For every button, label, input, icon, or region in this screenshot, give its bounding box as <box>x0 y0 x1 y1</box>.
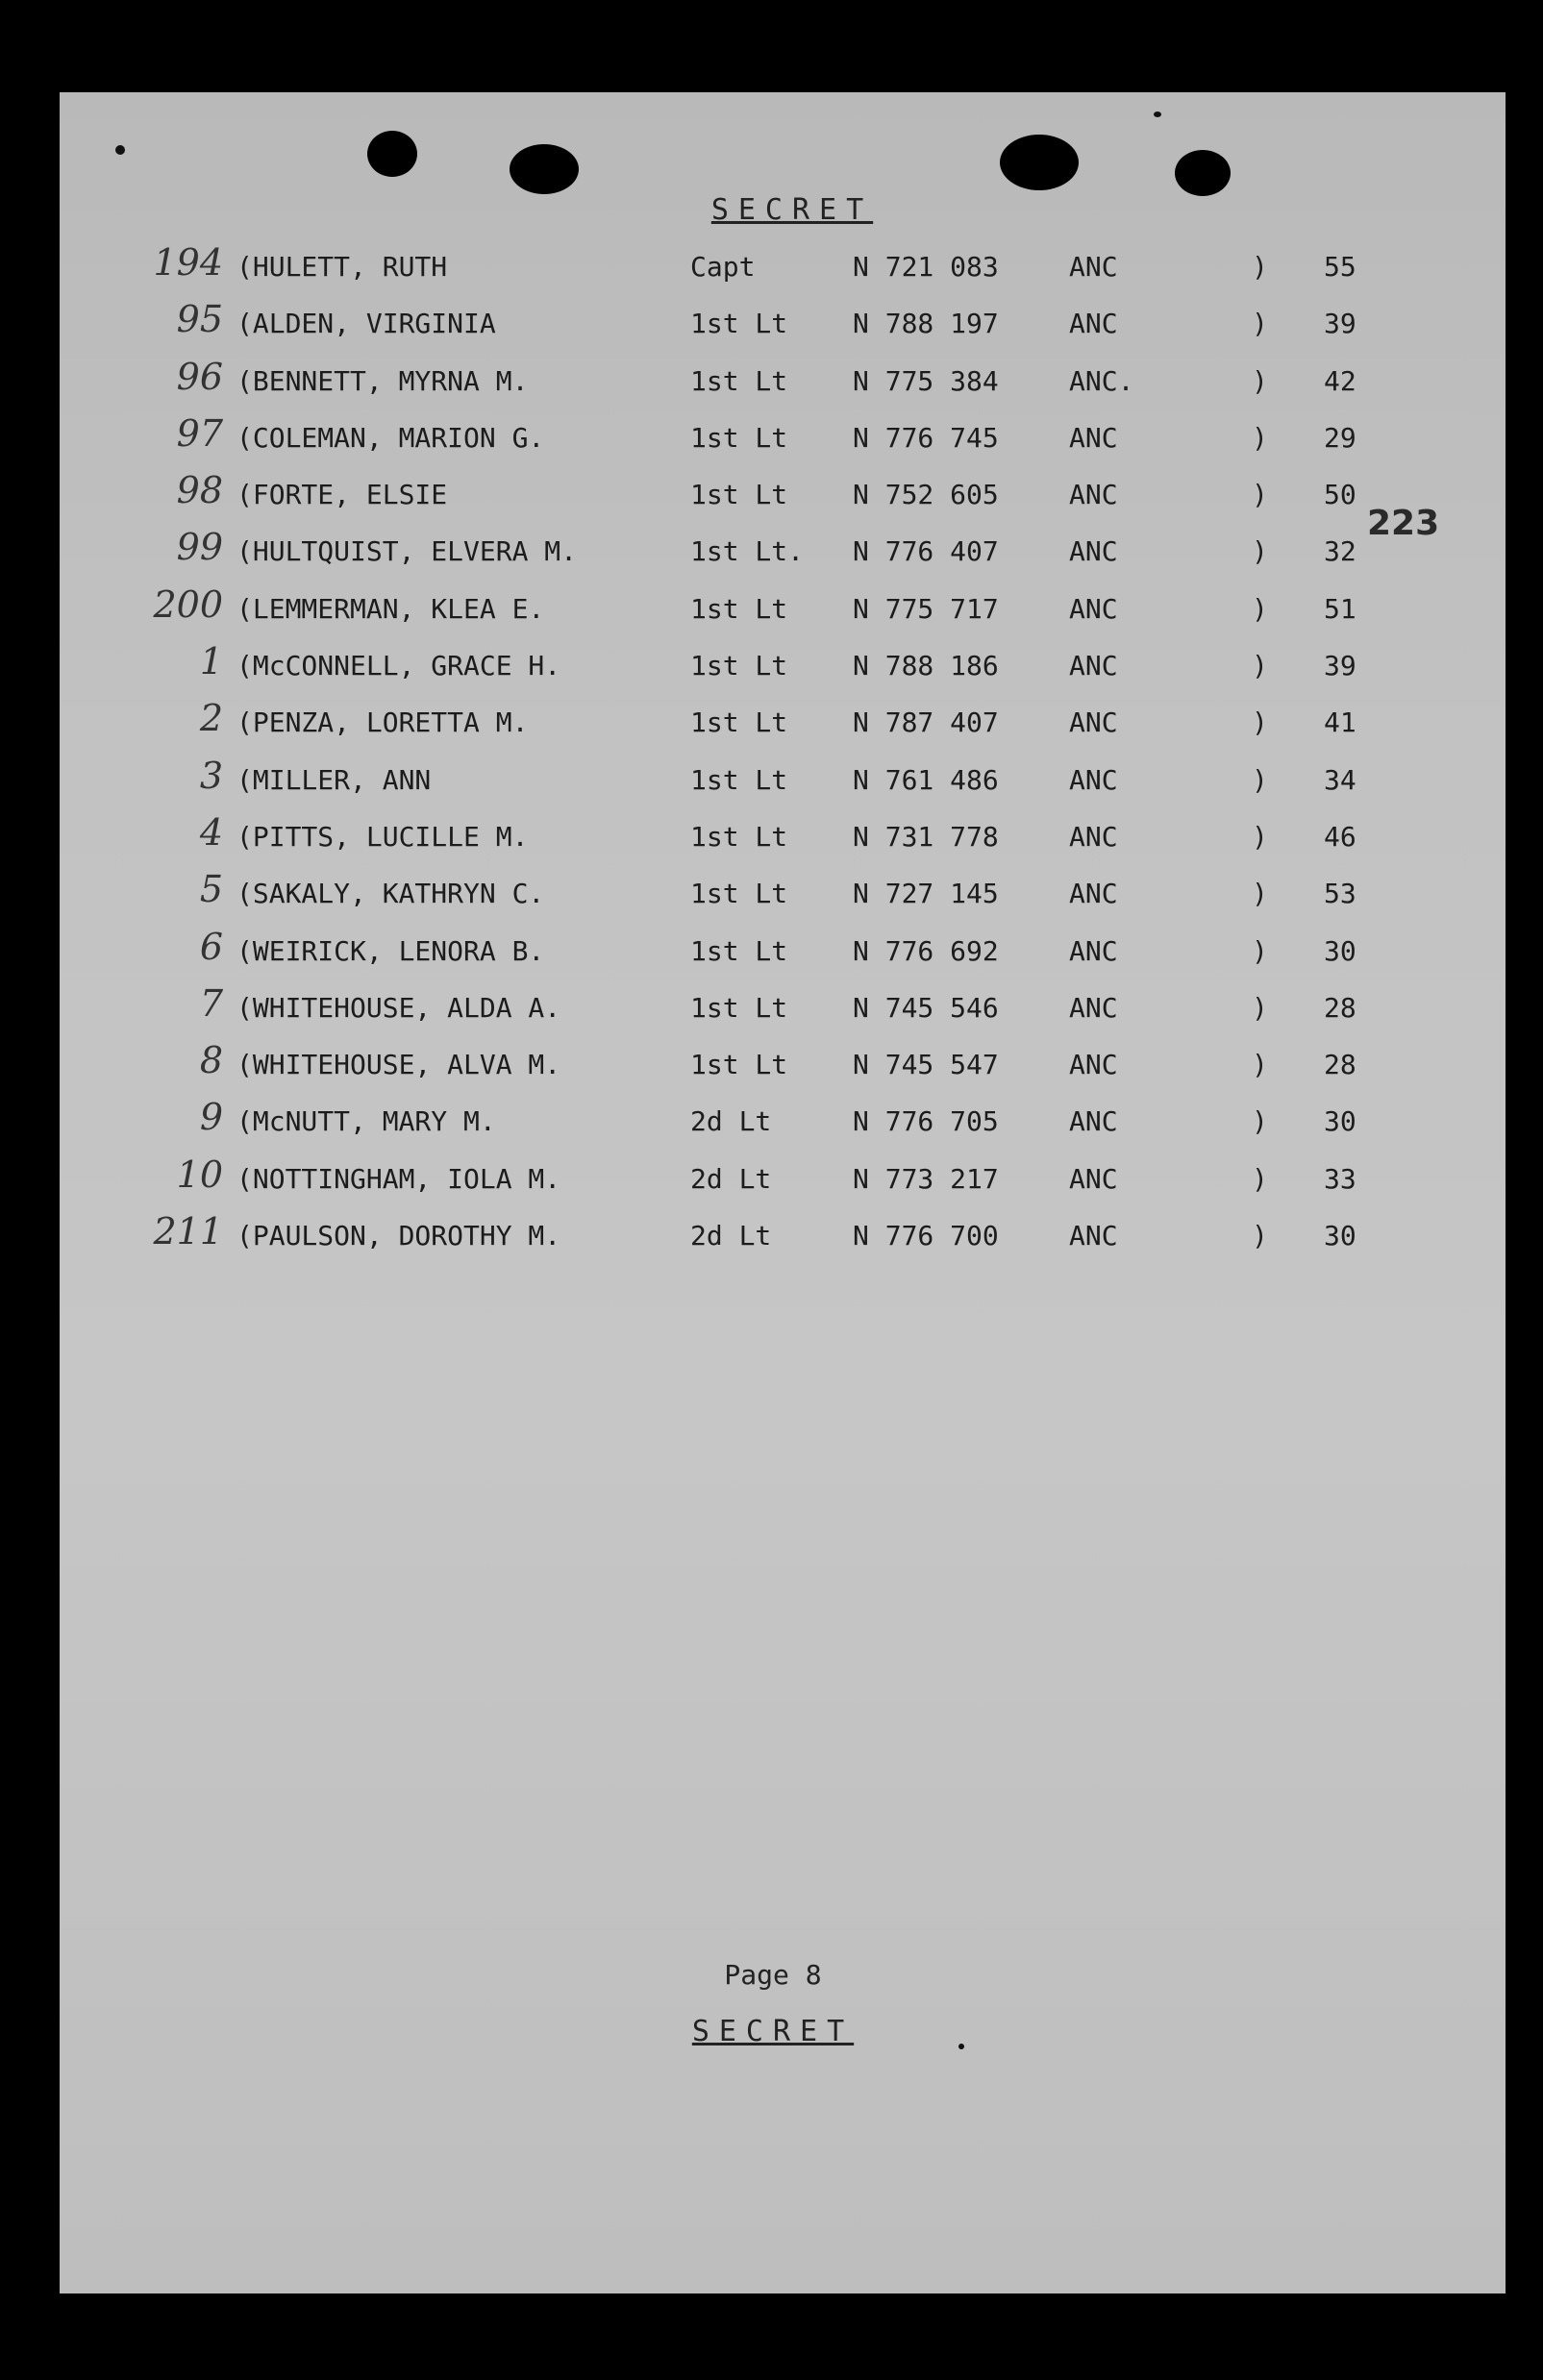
entry-number: 194 <box>153 241 223 284</box>
person-name: (PENZA, LORETTA M. <box>236 707 529 739</box>
person-name: (WEIRICK, LENORA B. <box>236 934 545 967</box>
entry-number: 97 <box>176 411 223 455</box>
table-row <box>60 411 1506 479</box>
table-row <box>60 469 1506 535</box>
branch: ANC. <box>1069 364 1134 397</box>
entry-number: 4 <box>199 810 223 854</box>
person-name: (COLEMAN, MARION G. <box>236 421 545 454</box>
classification-header: SECRET <box>710 193 874 227</box>
branch: ANC <box>1069 820 1118 853</box>
rank: 1st Lt <box>690 479 788 511</box>
entry-number: 96 <box>176 355 223 398</box>
page-number: Page 8 <box>724 1959 822 1991</box>
bracket: ) <box>1252 991 1268 1024</box>
value: 39 <box>1324 308 1356 340</box>
value: 46 <box>1324 820 1356 853</box>
serial-number: N 752 605 <box>853 479 999 511</box>
punch-hole <box>367 131 417 177</box>
rank: 1st Lt <box>690 421 788 454</box>
table-row <box>60 697 1506 763</box>
rank: 2d Lt <box>690 1105 772 1138</box>
table-row <box>60 355 1506 422</box>
value: 28 <box>1324 991 1356 1024</box>
bracket: ) <box>1252 535 1268 568</box>
branch: ANC <box>1069 421 1118 454</box>
person-name: (PAULSON, DOROTHY M. <box>236 1220 561 1252</box>
table-row <box>60 298 1506 364</box>
entry-number: 6 <box>199 925 223 968</box>
bracket: ) <box>1252 820 1268 853</box>
bracket: ) <box>1252 878 1268 910</box>
bracket: ) <box>1252 707 1268 739</box>
entry-number: 1 <box>199 640 223 683</box>
rank: 1st Lt. <box>690 535 805 568</box>
bracket: ) <box>1252 364 1268 397</box>
serial-number: N 745 546 <box>853 991 999 1024</box>
rank: 1st Lt <box>690 707 788 739</box>
person-name: (HULETT, RUTH <box>236 251 448 283</box>
table-row <box>60 1210 1506 1277</box>
branch: ANC <box>1069 763 1118 796</box>
value: 30 <box>1324 1105 1356 1138</box>
value: 28 <box>1324 1049 1356 1081</box>
table-row <box>60 868 1506 934</box>
value: 39 <box>1324 650 1356 682</box>
person-name: (PITTS, LUCILLE M. <box>236 820 529 853</box>
entry-number: 211 <box>153 1210 223 1253</box>
branch: ANC <box>1069 479 1118 511</box>
value: 29 <box>1324 421 1356 454</box>
table-row <box>60 1096 1506 1162</box>
person-name: (WHITEHOUSE, ALDA A. <box>236 991 561 1024</box>
person-name: (LEMMERMAN, KLEA E. <box>236 592 545 625</box>
value: 34 <box>1324 763 1356 796</box>
entry-number: 9 <box>199 1096 223 1139</box>
entry-number: 7 <box>199 981 223 1025</box>
person-name: (MILLER, ANN <box>236 763 432 796</box>
serial-number: N 721 083 <box>853 251 999 283</box>
serial-number: N 776 692 <box>853 934 999 967</box>
serial-number: N 776 745 <box>853 421 999 454</box>
branch: ANC <box>1069 1049 1118 1081</box>
table-row <box>60 583 1506 650</box>
value: 33 <box>1324 1162 1356 1195</box>
bracket: ) <box>1252 1220 1268 1252</box>
value: 30 <box>1324 934 1356 967</box>
branch: ANC <box>1069 251 1118 283</box>
serial-number: N 787 407 <box>853 707 999 739</box>
serial-number: N 745 547 <box>853 1049 999 1081</box>
rank: 1st Lt <box>690 763 788 796</box>
speck <box>115 145 125 155</box>
value: 32 <box>1324 535 1356 568</box>
value: 41 <box>1324 707 1356 739</box>
entry-number: 5 <box>199 868 223 911</box>
person-name: (ALDEN, VIRGINIA <box>236 308 496 340</box>
table-row <box>60 810 1506 878</box>
serial-number: N 788 197 <box>853 308 999 340</box>
rank: 1st Lt <box>690 820 788 853</box>
person-name: (McNUTT, MARY M. <box>236 1105 496 1138</box>
branch: ANC <box>1069 650 1118 682</box>
entry-number: 8 <box>199 1039 223 1082</box>
rank: 1st Lt <box>690 1049 788 1081</box>
branch: ANC <box>1069 1105 1118 1138</box>
document-page <box>60 92 1506 2293</box>
bracket: ) <box>1252 1162 1268 1195</box>
table-row <box>60 1039 1506 1105</box>
punch-hole <box>1175 150 1231 196</box>
speck <box>1154 112 1161 117</box>
serial-number: N 731 778 <box>853 820 999 853</box>
entry-number: 2 <box>199 697 223 740</box>
bracket: ) <box>1252 650 1268 682</box>
branch: ANC <box>1069 707 1118 739</box>
value: 42 <box>1324 364 1356 397</box>
bracket: ) <box>1252 1049 1268 1081</box>
bracket: ) <box>1252 479 1268 511</box>
entry-number: 95 <box>176 298 223 341</box>
serial-number: N 776 407 <box>853 535 999 568</box>
bracket: ) <box>1252 1105 1268 1138</box>
value: 30 <box>1324 1220 1356 1252</box>
table-row <box>60 981 1506 1049</box>
bracket: ) <box>1252 934 1268 967</box>
rank: 1st Lt <box>690 878 788 910</box>
rank: 1st Lt <box>690 364 788 397</box>
serial-number: N 761 486 <box>853 763 999 796</box>
person-name: (WHITEHOUSE, ALVA M. <box>236 1049 561 1081</box>
bracket: ) <box>1252 251 1268 283</box>
rank: 1st Lt <box>690 650 788 682</box>
value: 51 <box>1324 592 1356 625</box>
value: 53 <box>1324 878 1356 910</box>
branch: ANC <box>1069 934 1118 967</box>
table-row <box>60 640 1506 707</box>
rank: 2d Lt <box>690 1220 772 1252</box>
serial-number: N 788 186 <box>853 650 999 682</box>
entry-number: 98 <box>176 469 223 512</box>
person-name: (McCONNELL, GRACE H. <box>236 650 561 682</box>
serial-number: N 775 717 <box>853 592 999 625</box>
punch-hole <box>510 144 579 194</box>
table-row <box>60 241 1506 308</box>
person-name: (NOTTINGHAM, IOLA M. <box>236 1162 561 1195</box>
serial-number: N 727 145 <box>853 878 999 910</box>
table-row <box>60 925 1506 992</box>
person-name: (SAKALY, KATHRYN C. <box>236 878 545 910</box>
classification-footer: SECRET <box>691 2015 855 2048</box>
serial-number: N 776 700 <box>853 1220 999 1252</box>
margin-page-note: 223 <box>1367 504 1440 543</box>
rank: 1st Lt <box>690 592 788 625</box>
bracket: ) <box>1252 592 1268 625</box>
entry-number: 99 <box>176 526 223 569</box>
entry-number: 10 <box>176 1153 223 1196</box>
entry-number: 200 <box>153 583 223 626</box>
branch: ANC <box>1069 878 1118 910</box>
personnel-roster <box>60 241 1506 1277</box>
branch: ANC <box>1069 592 1118 625</box>
branch: ANC <box>1069 308 1118 340</box>
entry-number: 3 <box>199 754 223 797</box>
branch: ANC <box>1069 1220 1118 1252</box>
rank: 2d Lt <box>690 1162 772 1195</box>
table-row <box>60 1153 1506 1220</box>
branch: ANC <box>1069 535 1118 568</box>
table-row <box>60 526 1506 592</box>
branch: ANC <box>1069 1162 1118 1195</box>
bracket: ) <box>1252 308 1268 340</box>
value: 50 <box>1324 479 1356 511</box>
rank: 1st Lt <box>690 934 788 967</box>
rank: 1st Lt <box>690 991 788 1024</box>
serial-number: N 773 217 <box>853 1162 999 1195</box>
person-name: (FORTE, ELSIE <box>236 479 448 511</box>
punch-hole <box>1000 135 1079 190</box>
person-name: (HULTQUIST, ELVERA M. <box>236 535 578 568</box>
serial-number: N 775 384 <box>853 364 999 397</box>
bracket: ) <box>1252 763 1268 796</box>
serial-number: N 776 705 <box>853 1105 999 1138</box>
rank: 1st Lt <box>690 308 788 340</box>
rank: Capt <box>690 251 756 283</box>
branch: ANC <box>1069 991 1118 1024</box>
table-row <box>60 754 1506 821</box>
value: 55 <box>1324 251 1356 283</box>
bracket: ) <box>1252 421 1268 454</box>
person-name: (BENNETT, MYRNA M. <box>236 364 529 397</box>
